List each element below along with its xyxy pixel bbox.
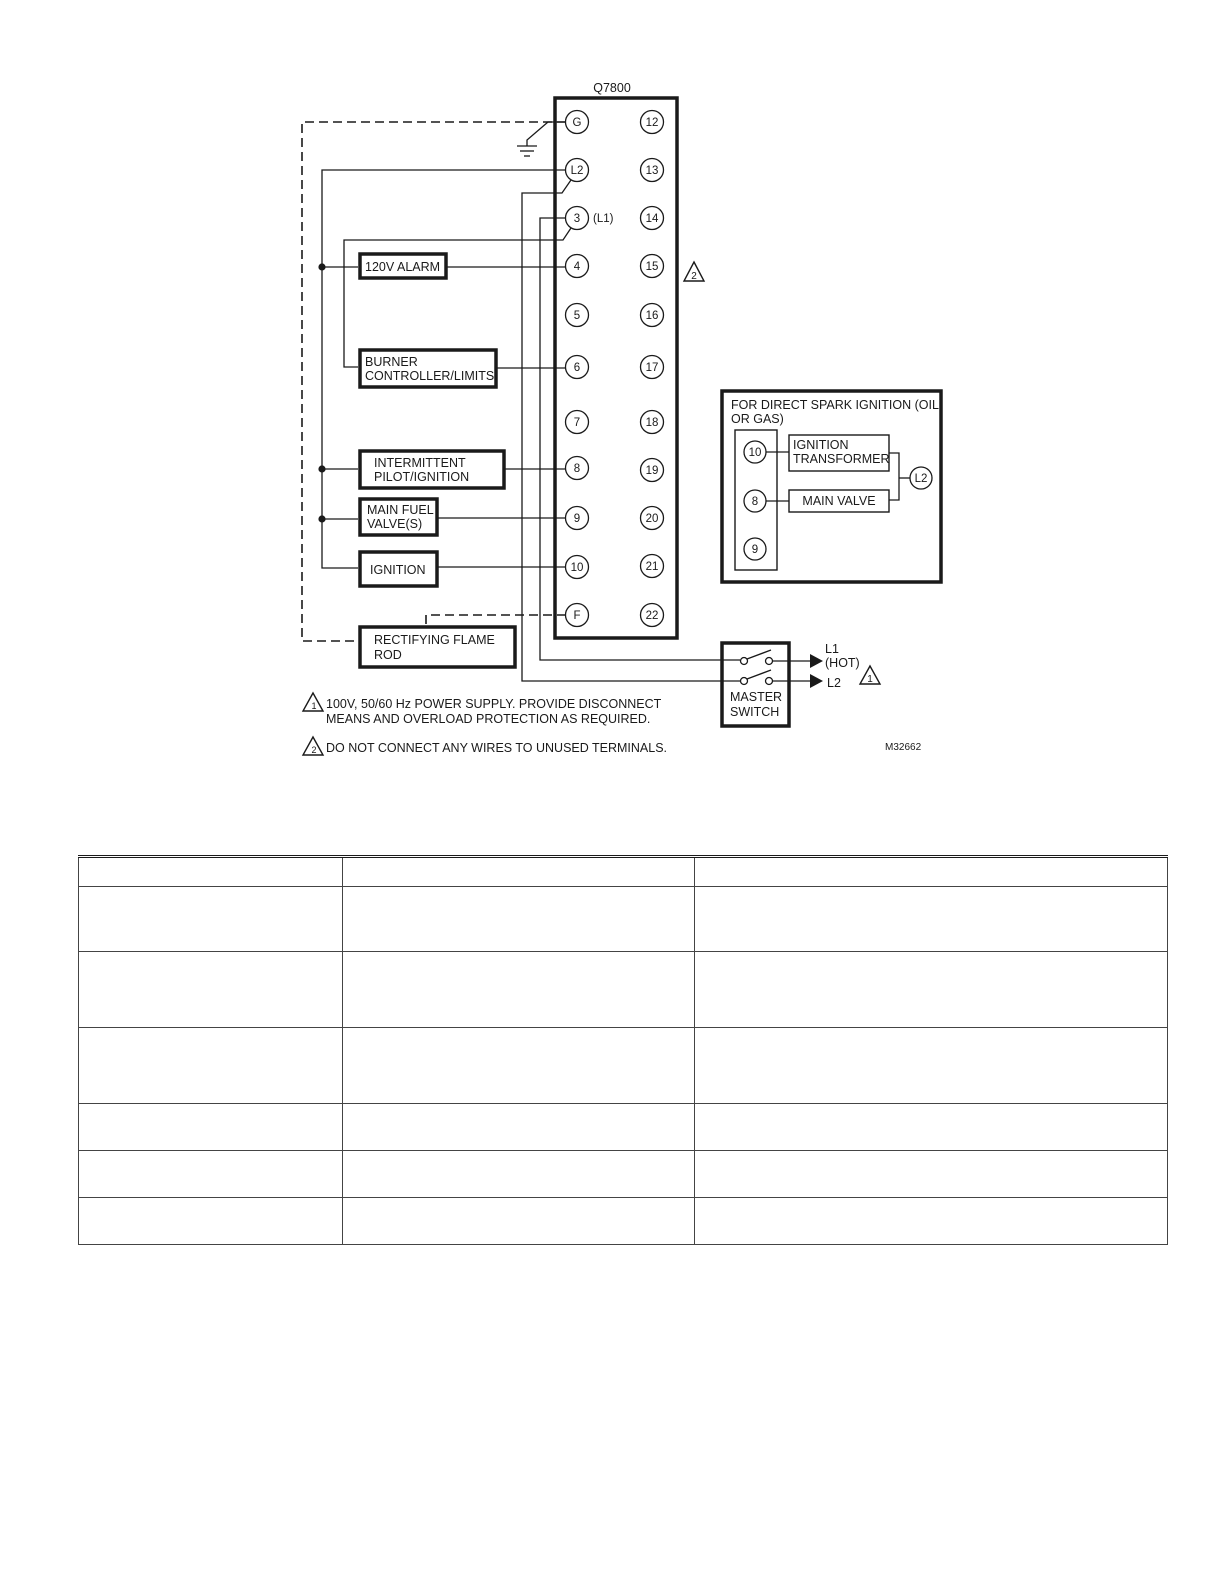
terminal-14: 14: [645, 213, 659, 225]
table-cell: [342, 952, 695, 1028]
table-row: [79, 1151, 1168, 1198]
pilot-label-2: PILOT/IGNITION: [374, 470, 470, 484]
table-row: [79, 887, 1168, 952]
flame-wire-dashed: [426, 615, 566, 626]
terminal-9: 9: [573, 513, 581, 525]
svg-text:1: 1: [867, 674, 873, 685]
note1-triangle-icon: [860, 666, 880, 685]
note1-icon: [303, 693, 323, 711]
burner-label-2: CONTROLLER/LIMITS: [365, 369, 495, 383]
arrow-l2-icon: [810, 674, 823, 688]
supply-hot-label: (HOT): [825, 656, 860, 670]
svg-text:2: 2: [311, 745, 317, 755]
master-switch-label-1: MASTER: [730, 690, 783, 704]
right-terminal-column: [641, 111, 664, 627]
fuel-label-2: VALVE(S): [367, 517, 423, 531]
note2-triangle-icon: [684, 262, 704, 282]
terminal-7: 7: [573, 417, 581, 429]
transformer-label-1: IGNITION: [793, 438, 849, 452]
terminal-g: G: [572, 117, 582, 129]
terminal-15: 15: [645, 261, 659, 273]
l1-note: (L1): [593, 213, 614, 225]
terminal-22: 22: [645, 610, 659, 622]
terminal-6: 6: [573, 362, 581, 374]
table-cell: [342, 1198, 695, 1245]
table-cell: [79, 857, 343, 887]
table-cell: [79, 1028, 343, 1104]
table-cell: [342, 857, 695, 887]
inset-terminal-8: 8: [751, 496, 759, 508]
terminal-18: 18: [645, 417, 659, 429]
inset-title-1: FOR DIRECT SPARK IGNITION (OIL: [731, 398, 939, 412]
left-terminal-column: [566, 111, 589, 627]
terminal-21: 21: [645, 561, 659, 573]
ground-icon: [517, 122, 566, 156]
table-cell: [79, 952, 343, 1028]
terminal-20: 20: [645, 513, 659, 525]
flame-label-2: ROD: [374, 648, 402, 662]
note1-text-2: MEANS AND OVERLOAD PROTECTION AS REQUIRED.: [326, 712, 651, 726]
terminal-4: 4: [573, 261, 581, 273]
table-header-row: [79, 857, 1168, 887]
svg-text:1: 1: [311, 701, 317, 711]
burner-label-1: BURNER: [365, 355, 418, 369]
device-label: Q7800: [593, 81, 631, 95]
terminal-12: 12: [645, 117, 659, 129]
note2-text: DO NOT CONNECT ANY WIRES TO UNUSED TERMINALS.: [326, 741, 668, 755]
table-cell: [79, 1151, 343, 1198]
terminal-f: F: [573, 610, 581, 622]
terminal-5: 5: [573, 310, 581, 322]
terminal-l2: L2: [570, 165, 584, 177]
arrow-l1-icon: [810, 654, 823, 668]
table-cell: [342, 1151, 695, 1198]
terminal-16: 16: [645, 310, 659, 322]
terminal-10: 10: [570, 562, 584, 574]
table-cell: [79, 1104, 343, 1151]
inset-title-2: OR GAS): [731, 412, 784, 426]
ignition-label: IGNITION: [370, 563, 426, 577]
supply-l2-label: L2: [827, 676, 841, 690]
table-cell: [342, 887, 695, 952]
data-table: [78, 855, 1168, 1245]
l1-supply-wire: [540, 218, 740, 660]
table-row: [79, 1104, 1168, 1151]
note1-text-1: 100V, 50/60 Hz POWER SUPPLY. PROVIDE DISCONNECT: [326, 697, 662, 711]
l1-limits-wire: [344, 228, 571, 367]
main-valve-label: MAIN VALVE: [802, 494, 876, 508]
table-cell: [695, 1104, 1168, 1151]
inset-terminal-9: 9: [751, 544, 759, 556]
terminal-19: 19: [645, 465, 659, 477]
inset-terminal-10: 10: [748, 447, 762, 459]
fuel-label-1: MAIN FUEL: [367, 503, 434, 517]
table-cell: [695, 952, 1168, 1028]
figure-id: M32662: [885, 742, 922, 753]
table-row: [79, 952, 1168, 1028]
table-cell: [695, 1151, 1168, 1198]
table-cell: [342, 1104, 695, 1151]
table-row: [79, 1028, 1168, 1104]
switch-contacts-icon: [741, 650, 773, 685]
svg-text:2: 2: [691, 271, 697, 282]
terminal-8: 8: [573, 463, 581, 475]
table-cell: [79, 887, 343, 952]
transformer-label-2: TRANSFORMER: [793, 452, 890, 466]
table-cell: [695, 1198, 1168, 1245]
table-cell: [695, 857, 1168, 887]
inset-l2-terminal: L2: [914, 473, 928, 485]
table-cell: [695, 1028, 1168, 1104]
table-cell: [79, 1198, 343, 1245]
note2-icon: [303, 737, 323, 755]
alarm-label: 120V ALARM: [365, 260, 441, 274]
table-row: [79, 1198, 1168, 1245]
table-cell: [695, 887, 1168, 952]
terminal-13: 13: [645, 165, 659, 177]
terminal-3: 3: [573, 213, 581, 225]
terminal-17: 17: [645, 362, 659, 374]
table-cell: [342, 1028, 695, 1104]
flame-label-1: RECTIFYING FLAME: [374, 633, 495, 647]
pilot-label-1: INTERMITTENT: [374, 456, 466, 470]
master-switch-label-2: SWITCH: [730, 705, 780, 719]
supply-l1-label: L1: [825, 642, 839, 656]
